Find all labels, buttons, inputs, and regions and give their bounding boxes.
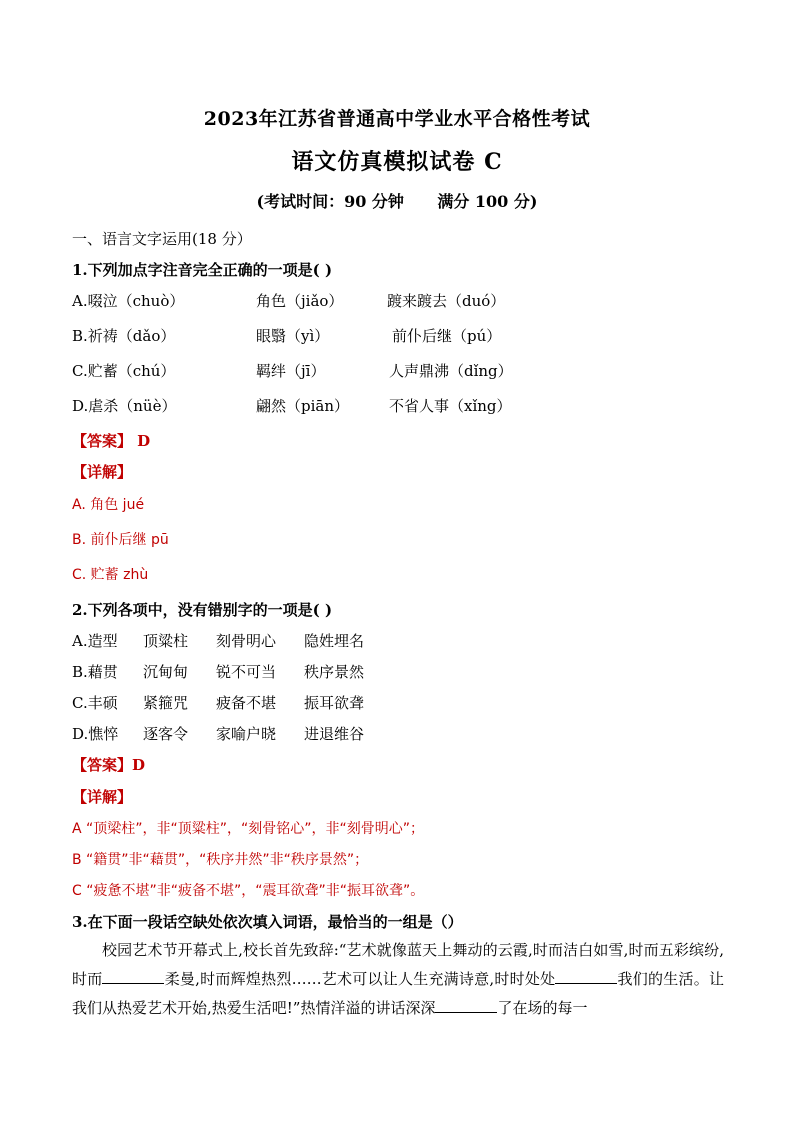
q2-option-b-2: 沉甸甸 [143, 663, 189, 681]
q2-option-c-2: 紧箍咒 [143, 694, 189, 712]
blank-3 [435, 998, 497, 1013]
q1-option-b-1: B.祈祷（dǎo） [72, 327, 176, 345]
q2-option-a-3: 刻骨明心 [216, 632, 277, 650]
q2-option-a-2: 顶粱柱 [143, 632, 189, 650]
q2-option-d-1: D.憔悴 [72, 725, 119, 743]
exam-info: (考试时间：90 分钟 满分 100 分) [256, 192, 538, 211]
answer-value: D [132, 756, 146, 774]
answer-label: 【答案】 [72, 756, 133, 774]
q1-option-c-2: 羁绊（jī） [256, 362, 326, 380]
q2-option-a-4: 隐姓埋名 [304, 632, 365, 650]
section-heading: 一、语言文字运用(18 分） [72, 230, 252, 248]
q1-option-c-3: 人声鼎沸（dǐng） [389, 362, 513, 380]
q1-option-d-3: 不省人事（xǐng） [389, 397, 512, 415]
q3-stem: 3.在下面一段话空缺处依次填入词语，最恰当的一组是（） [72, 913, 463, 931]
q3-passage-part4: 了在场的每一 [497, 999, 588, 1017]
q1-option-d-2: 翩然（piān） [256, 397, 350, 415]
q1-option-a-1: A.啜泣（chuò） [72, 292, 185, 310]
q2-stem: 2.下列各项中，没有错别字的一项是( ) [72, 601, 333, 619]
q1-option-a-2: 角色（jiǎo） [256, 292, 344, 310]
q1-detail-label: 【详解】 [72, 463, 133, 481]
q1-option-a-3: 踱来踱去（duó） [387, 292, 506, 310]
q1-detail-a: A. 角色 jué [72, 497, 145, 513]
q2-option-c-3: 疲备不堪 [216, 694, 277, 712]
exam-subtitle: 语文仿真模拟试卷 C [291, 149, 503, 175]
q1-option-b-3: 前仆后继（pú） [392, 327, 502, 345]
q2-option-d-3: 家喻户晓 [216, 725, 277, 743]
q3-passage-part2: 柔曼,时而辉煌热烈……艺术可以让人生充满诗意,时时处处 [164, 970, 556, 988]
q1-answer [72, 430, 150, 451]
q3-passage-part3: 我们的生活。让我们从热爱艺术开始,热爱生活吧!”热情洋溢的讲话深深 [72, 970, 724, 1017]
exam-title: 2023年江苏省普通高中学业水平合格性考试 [203, 108, 591, 130]
blank-2 [555, 969, 617, 984]
q2-option-c-4: 振耳欲聋 [304, 694, 365, 712]
q1-option-b-2: 眼翳（yì） [256, 327, 330, 345]
q1-option-d-1: D.虐杀（nüè） [72, 397, 177, 415]
answer-value: D [137, 432, 151, 450]
q1-stem: 1.下列加点字注音完全正确的一项是( ) [72, 261, 333, 279]
answer-label: 【答案】 [72, 432, 133, 450]
q3-passage [72, 936, 724, 1023]
q1-detail-b: B. 前仆后继 pū [72, 532, 169, 548]
q2-option-b-4: 秩序景然 [304, 663, 365, 681]
q2-option-a-1: A.造型 [72, 632, 118, 650]
blank-1 [102, 969, 164, 984]
q2-detail-label: 【详解】 [72, 788, 133, 806]
q1-option-c-1: C.贮蓄（chú） [72, 362, 176, 380]
q2-option-b-1: B.藉贯 [72, 663, 118, 681]
q2-detail-b: B “籍贯”非“藉贯”，“秩序井然”非“秩序景然”； [72, 852, 369, 868]
q2-option-b-3: 锐不可当 [216, 663, 277, 681]
q2-detail-c: C “疲惫不堪”非“疲备不堪”，“震耳欲聋”非“振耳欲聋”。 [72, 883, 425, 899]
q2-option-d-2: 逐客令 [143, 725, 189, 743]
q2-option-d-4: 进退维谷 [304, 725, 365, 743]
q2-option-c-1: C.丰硕 [72, 694, 118, 712]
q2-detail-a: A “顶梁柱”，非“顶粱柱”，“刻骨铭心”，非“刻骨明心”； [72, 821, 425, 837]
q2-answer [72, 754, 145, 775]
q3-passage-part1: 校园艺术节开幕式上,校长首先致辞:“艺术就像蓝天上舞动的云霞,时而洁白如雪,时而五彩缤纷,时而 [72, 941, 724, 988]
q1-detail-c: C. 贮蓄 zhù [72, 567, 149, 583]
